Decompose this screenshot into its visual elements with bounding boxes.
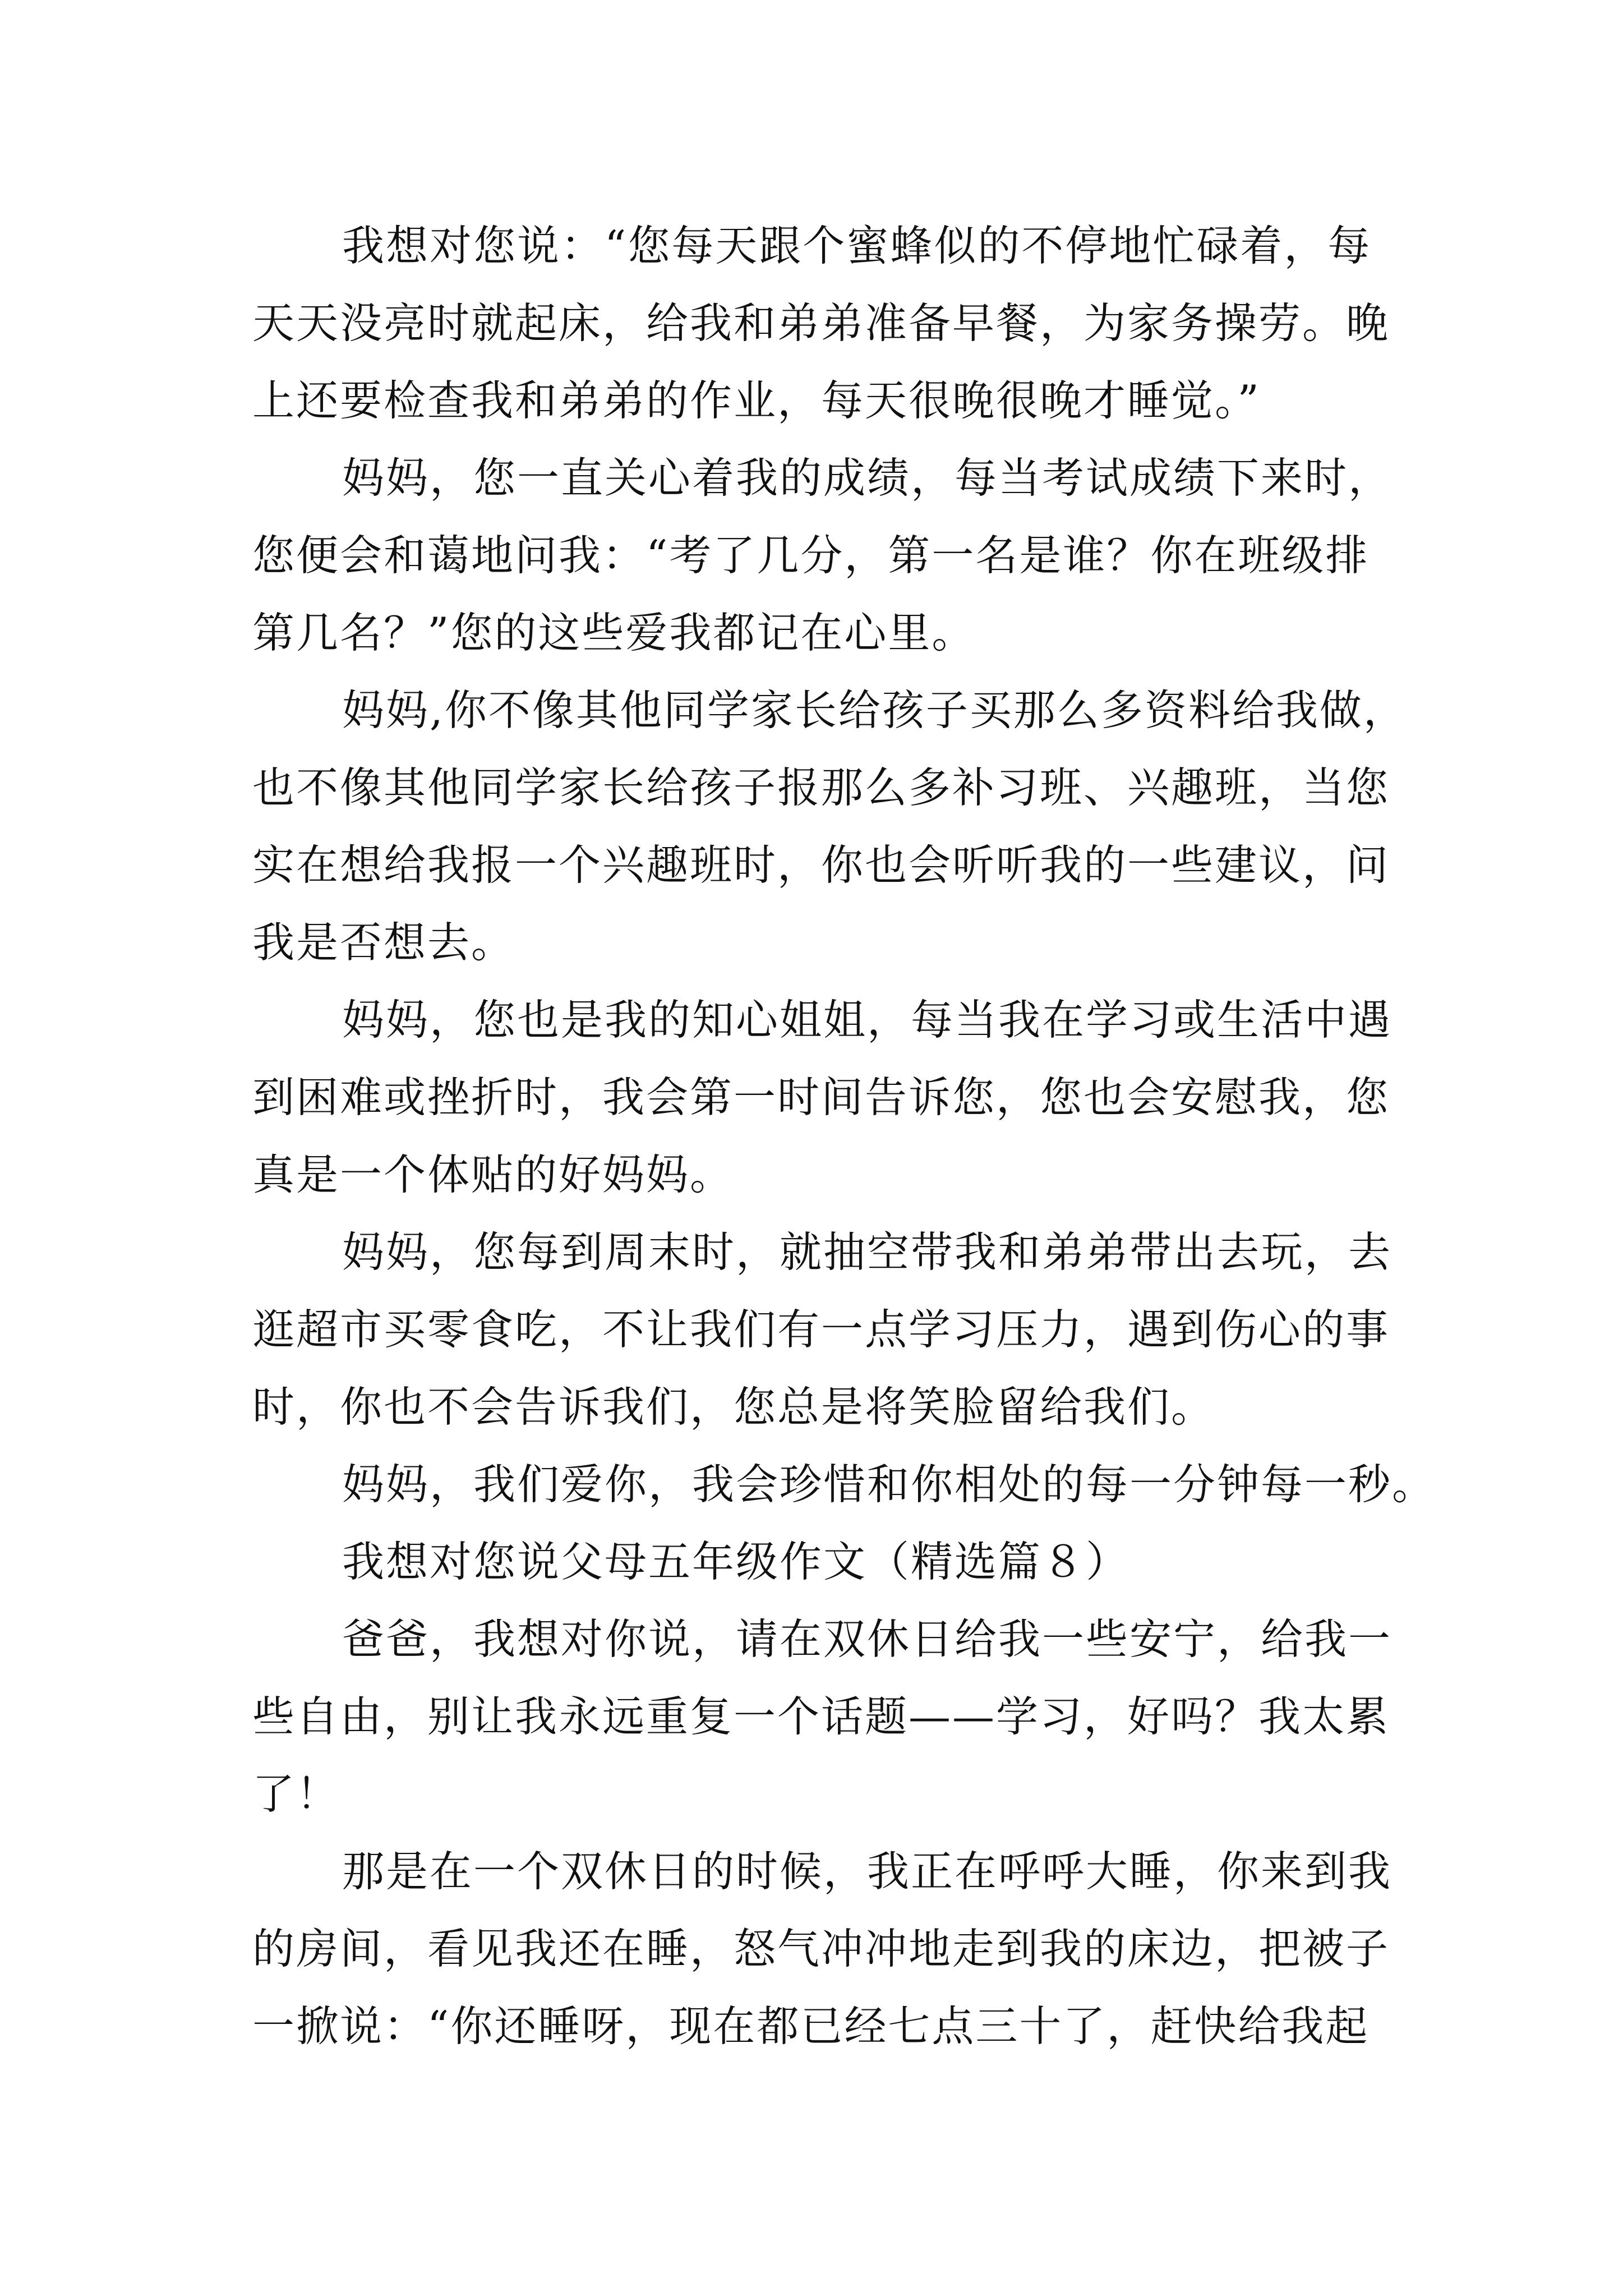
text-line: 上还要检查我和弟弟的作业，每天很晚很晚才睡觉。” [252,376,1261,425]
text-line: 妈妈，您也是我的知心姐姐，每当我在学习或生活中遇 [342,995,1393,1045]
text-line: 时，你也不会告诉我们，您总是将笑脸留给我们。 [252,1382,1215,1432]
text-line: 爸爸，我想对你说，请在双休日给我一些安宁，给我一 [342,1614,1393,1664]
section-heading: 我想对您说父母五年级作文（精选篇８） [342,1537,1130,1586]
text-line: 妈妈,你不像其他同学家长给孩子买那么多资料给我做， [342,685,1407,735]
text-line: 了！ [252,1769,340,1819]
text-line: 到困难或挫折时，我会第一时间告诉您，您也会安慰我，您 [252,1073,1390,1122]
text-line: 您便会和蔼地问我：“考了几分，第一名是谁？你在班级排 [252,531,1370,580]
text-line: 天天没亮时就起床，给我和弟弟准备早餐，为家务操劳。晚 [252,298,1390,348]
text-line: 我是否想去。 [252,918,515,967]
text-line: 的房间，看见我还在睡，怒气冲冲地走到我的床边，把被子 [252,1924,1390,1973]
text-line: 妈妈，我们爱你，我会珍惜和你相处的每一分钟每一秒。 [342,1460,1436,1509]
text-line: 真是一个体贴的好妈妈。 [252,1150,734,1199]
text-line: 第几名？”您的这些爱我都记在心里。 [252,608,976,657]
text-line: 逛超市买零食吃，不让我们有一点学习压力，遇到伤心的事 [252,1305,1390,1354]
text-line: 实在想给我报一个兴趣班时，你也会听听我的一些建议，问 [252,840,1390,890]
text-line: 我想对您说：“您每天跟个蜜蜂似的不停地忙碌着，每 [342,221,1372,270]
text-line: 妈妈，您一直关心着我的成绩，每当考试成绩下来时， [342,453,1393,503]
text-line: 些自由，别让我永远重复一个话题——学习，好吗？我太累 [252,1692,1390,1741]
text-line: 一掀说：“你还睡呀，现在都已经七点三十了，赶快给我起 [252,2001,1370,2051]
text-line: 也不像其他同学家长给孩子报那么多补习班、兴趣班，当您 [252,763,1390,812]
text-line: 那是在一个双休日的时候，我正在呼呼大睡，你来到我 [342,1847,1393,1896]
text-line: 妈妈，您每到周末时，就抽空带我和弟弟带出去玩，去 [342,1227,1393,1277]
